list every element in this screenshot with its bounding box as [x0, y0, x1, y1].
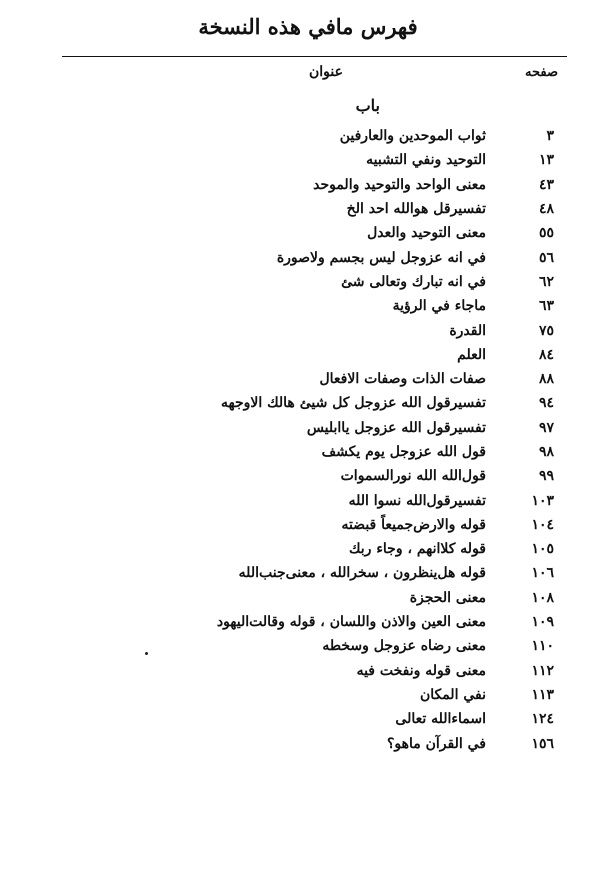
toc-page-number: ٩٤: [538, 395, 554, 412]
toc-entry: [74, 610, 554, 634]
toc-entry: [74, 318, 554, 342]
toc-entry: [74, 586, 554, 610]
toc-page-number: ١٠٦: [531, 565, 554, 582]
toc-entry: [74, 148, 554, 172]
toc-entry-title: معنى قوله ونفخت فيه: [356, 662, 486, 679]
toc-page-number: ١٣: [538, 152, 554, 169]
toc-page-number: ١٢٤: [531, 711, 554, 728]
toc-entry-title: في القرآن ماهو؟: [386, 735, 486, 752]
toc-entry-title: ماجاء في الرؤية: [392, 298, 486, 315]
toc-entry: [74, 270, 554, 294]
toc-entry-title: في انه عزوجل ليس بجسم ولاصورة: [276, 249, 486, 266]
toc-entry: [74, 221, 554, 245]
toc-page-number: ٤٣: [538, 176, 554, 193]
toc-page-number: ١١٣: [531, 686, 554, 703]
toc-entry-title: العلم: [457, 346, 486, 363]
toc-page-number: ٥٥: [538, 225, 554, 242]
toc-entry-title: تفسيرقول الله عزوجل كل شيئ هالك الاوجهه: [220, 395, 486, 412]
toc-entry-title: قوله والارض‌جميعاً قبضته: [341, 516, 486, 533]
toc-page-number: ١١٠: [531, 638, 554, 655]
toc-page-number: ١٠٤: [531, 516, 554, 533]
toc-entry: [74, 440, 554, 464]
toc-page-number: ٥٦: [538, 249, 554, 266]
header-rule: [62, 56, 567, 57]
toc-entry: [74, 513, 554, 537]
toc-entry: [74, 245, 554, 269]
toc-page-number: ٩٨: [538, 444, 554, 460]
toc-entry-title: معنى التوحيد والعدل: [367, 225, 486, 242]
toc-page-number: ١٥٦: [531, 735, 554, 752]
toc-entry-title: نفي المكان: [419, 686, 486, 703]
toc-entry: [74, 294, 554, 318]
title-column-header: عنوان: [309, 64, 343, 80]
toc-entry-title: ثواب الموحدين والعارفين: [339, 128, 486, 145]
page-column-header: صفحه: [525, 65, 558, 80]
toc-entry: [74, 537, 554, 561]
toc-entry: [74, 488, 554, 512]
toc-entry-title: تفسيرقول الله عزوجل ياابليس: [306, 419, 486, 436]
toc-page-number: ١٠٥: [531, 541, 554, 558]
toc-entry-title: تفسيرقل هوالله احد الخ: [346, 201, 486, 218]
toc-entry: [74, 173, 554, 197]
toc-entry-title: معنى العين والاذن واللسان ، قوله وقالت‌اليهود: [216, 614, 486, 631]
section-label: باب: [355, 96, 380, 115]
toc-page-number: ٦٢: [538, 273, 554, 290]
toc-entry: [74, 731, 554, 755]
toc-entry-title: قول الله عزوجل يوم يكشف: [321, 444, 486, 460]
toc-entry-title: التوحيد ونفي التشبيه: [366, 152, 486, 169]
toc-entry-title: قوله كلاانهم ، وجاء ربك: [348, 541, 486, 558]
toc-page-number: ١٠٣: [531, 492, 554, 509]
toc-entry: [74, 561, 554, 585]
toc-page-number: ١١٢: [531, 662, 554, 679]
toc-entry: [74, 124, 554, 148]
toc-entry-title: القدرة: [449, 322, 486, 339]
toc-page-number: ١٠٨: [531, 589, 554, 606]
toc-page-number: ٩٧: [538, 419, 554, 436]
page-title: فهرس مافي هذه النسخة: [198, 14, 418, 39]
toc-entry: [74, 391, 554, 415]
toc-page-number: ١٠٩: [531, 614, 554, 631]
toc-entry-title: معنى رضاه عزوجل وسخطه: [322, 638, 486, 655]
toc-entry: [74, 416, 554, 440]
toc-page-number: ٦٣: [538, 298, 554, 315]
toc-page-number: ٩٩: [538, 468, 554, 485]
toc-entry-title: في انه تبارك وتعالى شئ: [341, 273, 486, 290]
toc-page-number: ٨٤: [538, 346, 554, 363]
toc-entry-title: معنى الحجزة: [409, 589, 486, 606]
toc-page-number: ٨٨: [538, 371, 554, 388]
toc-entry: [74, 464, 554, 488]
toc-entry-title: صفات الذات وصفات الافعال: [319, 371, 486, 388]
toc-entry: [74, 197, 554, 221]
toc-entry: [74, 707, 554, 731]
toc-entry-title: تفسيرقول‌الله نسوا الله: [348, 492, 486, 509]
toc-entry: [74, 367, 554, 391]
toc-entry: [74, 683, 554, 707]
toc-page-number: ٤٨: [538, 201, 554, 218]
toc-entry-title: قوله هل‌ينظرون ، سخرالله ، معنى‌جنب‌الله: [238, 565, 486, 582]
stray-dot-mark: [145, 652, 148, 655]
toc-entry-title: معنى الواحد والتوحيد والموحد: [313, 176, 486, 193]
toc-page-number: ٣: [546, 128, 554, 145]
toc-entry-title: اسماء‌الله تعالى: [395, 711, 486, 728]
toc-entry-title: قول‌الله الله نورالسموات: [340, 468, 486, 485]
toc-entry: [74, 659, 554, 683]
toc-page-number: ٧٥: [538, 322, 554, 339]
table-of-contents: [74, 124, 554, 756]
toc-entry: [74, 343, 554, 367]
